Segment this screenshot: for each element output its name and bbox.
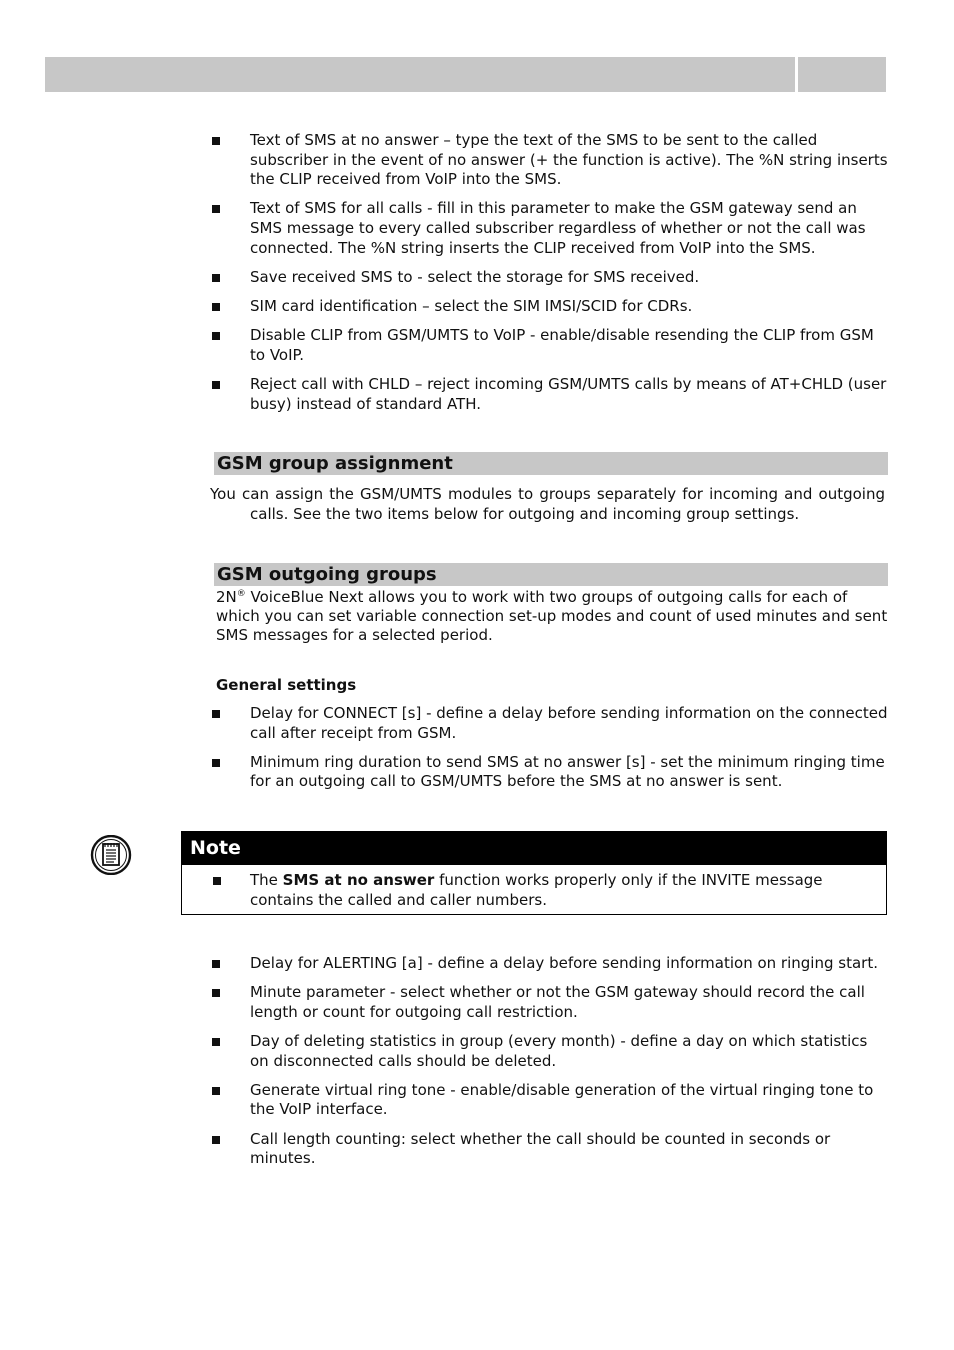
bullet-list-top (210, 131, 890, 424)
bullet-list-general (210, 704, 890, 802)
list-item: Save received SMS to - select the storage for SMS received. (210, 268, 890, 288)
bullet-list-bottom (210, 954, 890, 1178)
notepad-icon (90, 835, 132, 875)
bullet-square-icon (213, 877, 221, 885)
general-settings-heading: General settings (216, 676, 357, 694)
bullet-square-icon (212, 303, 220, 311)
bullet-square-icon (212, 710, 220, 718)
list-item: SIM card identification – select the SIM IMSI/SCID for CDRs. (210, 297, 890, 317)
section-heading-outgoing-groups: GSM outgoing groups (214, 563, 888, 586)
note-list-item: The SMS at no answer function works properly only if the INVITE message contains the called and caller numbers. (210, 871, 870, 910)
list-item: Call length counting: select whether the call should be counted in seconds or minutes. (210, 1130, 890, 1169)
bullet-square-icon (212, 759, 220, 767)
list-item: Text of SMS at no answer – type the text of the SMS to be sent to the called subscriber in the event of no answer (+ the function is active). The %N string inserts the CLIP received from VoIP into the SMS. (210, 131, 890, 190)
header-page-box (798, 57, 886, 92)
bullet-square-icon (212, 1087, 220, 1095)
outgoing-groups-text: 2N® VoiceBlue Next allows you to work with two groups of outgoing calls for each of which you can set variable connection set-up modes and count of used minutes and sent SMS messages for a selected period. (216, 588, 888, 645)
bullet-square-icon (212, 960, 220, 968)
group-assignment-text: You can assign the GSM/UMTS modules to groups separately for incoming and outgoing calls. See the two items below for outgoing and incoming group settings. (210, 485, 885, 523)
header-bar (45, 57, 795, 92)
list-item: Generate virtual ring tone - enable/disable generation of the virtual ringing tone to the VoIP interface. (210, 1081, 890, 1120)
bullet-square-icon (212, 205, 220, 213)
bullet-square-icon (212, 381, 220, 389)
list-item: Delay for CONNECT [s] - define a delay before sending information on the connected call after receipt from GSM. (210, 704, 890, 743)
note-box (181, 831, 887, 915)
list-item: Disable CLIP from GSM/UMTS to VoIP - enable/disable resending the CLIP from GSM to VoIP. (210, 326, 890, 365)
bullet-square-icon (212, 332, 220, 340)
list-item: Reject call with CHLD – reject incoming GSM/UMTS calls by means of AT+CHLD (user busy) instead of standard ATH. (210, 375, 890, 414)
list-item: Delay for ALERTING [a] - define a delay before sending information on ringing start. (210, 954, 890, 974)
bullet-square-icon (212, 1136, 220, 1144)
bullet-square-icon (212, 989, 220, 997)
list-item: Minute parameter - select whether or not the GSM gateway should record the call length or count for outgoing call restriction. (210, 983, 890, 1022)
list-item: Minimum ring duration to send SMS at no answer [s] - set the minimum ringing time for an outgoing call to GSM/UMTS before the SMS at no answer is sent. (210, 753, 890, 792)
note-title-bar: Note (182, 832, 886, 865)
bullet-square-icon (212, 137, 220, 145)
bullet-square-icon (212, 1038, 220, 1046)
list-item: Text of SMS for all calls - fill in this parameter to make the GSM gateway send an SMS message to every called subscriber regardless of whether or not the call was connected. The %N string inserts the CLIP received from VoIP into the SMS. (210, 199, 890, 258)
list-item: Day of deleting statistics in group (every month) - define a day on which statistics on disconnected calls should be deleted. (210, 1032, 890, 1071)
bullet-square-icon (212, 274, 220, 282)
section-heading-group-assignment: GSM group assignment (214, 452, 888, 475)
